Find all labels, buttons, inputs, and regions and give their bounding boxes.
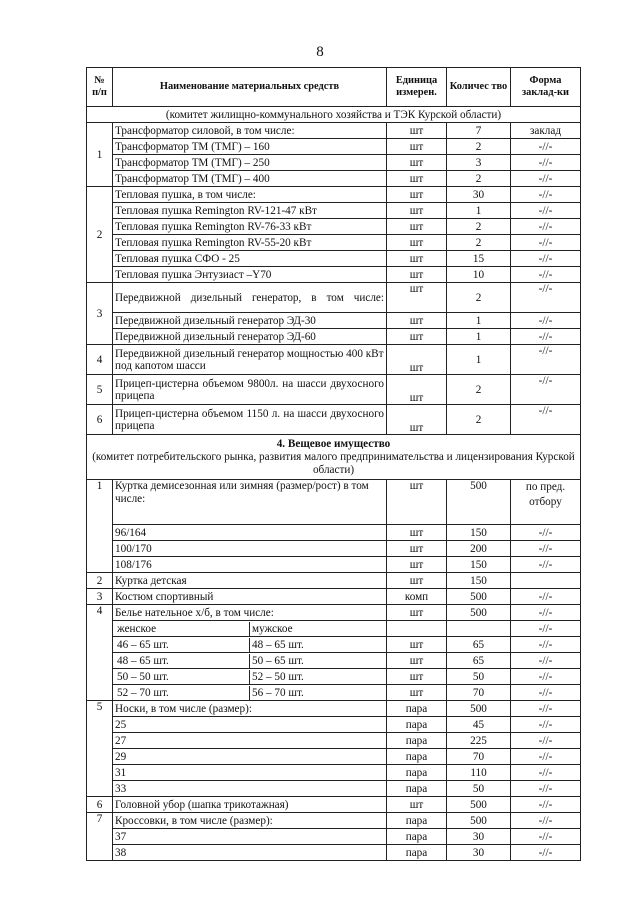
row-num: 2 [87, 573, 113, 589]
table-row [87, 283, 581, 313]
table-row [87, 329, 581, 345]
item-form: -//- [511, 813, 581, 829]
item-unit: шт [387, 203, 447, 219]
item-unit: шт [387, 405, 447, 435]
item-unit: шт [387, 653, 447, 669]
table-row [87, 797, 581, 813]
row-num: 7 [87, 813, 113, 861]
item-unit: шт [387, 375, 447, 405]
item-form: -//- [511, 155, 581, 171]
item-unit: пара [387, 733, 447, 749]
item-name: 31 [113, 765, 387, 781]
item-form: -//- [511, 139, 581, 155]
item-form: -//- [511, 845, 581, 861]
section-title: 4. Вещевое имущество [276, 437, 391, 450]
item-form: -//- [511, 345, 581, 375]
item-name: Трансформатор силовой, в том числе: [113, 123, 387, 139]
item-qty: 2 [447, 235, 511, 251]
item-qty: 110 [447, 765, 511, 781]
table-row [87, 203, 581, 219]
item-qty: 7 [447, 123, 511, 139]
table-row [87, 653, 581, 669]
size-female: 48 – 65 шт. [115, 654, 250, 668]
item-qty: 65 [447, 653, 511, 669]
item-form: -//- [511, 605, 581, 621]
row-num: 5 [87, 701, 113, 797]
table-row [87, 251, 581, 267]
table-row [87, 733, 581, 749]
item-qty: 70 [447, 749, 511, 765]
item-name: Передвижной дизельный генератор мощностью 400 кВт под капотом шасси [113, 345, 387, 375]
item-form: -//- [511, 283, 581, 313]
item-name: 37 [113, 829, 387, 845]
item-name: Трансформатор ТМ (ТМГ) – 160 [113, 139, 387, 155]
item-unit: пара [387, 765, 447, 781]
item-unit: шт [387, 171, 447, 187]
item-qty: 45 [447, 717, 511, 733]
table-row [87, 605, 581, 621]
item-form: -//- [511, 541, 581, 557]
row-num: 3 [87, 589, 113, 605]
item-qty: 30 [447, 845, 511, 861]
item-name: Передвижной дизельный генератор, в том числе: [113, 283, 387, 313]
section-committee: (комитет потребительского рынка, развития малого предпринимательства и лицензирования Курской области) [92, 450, 575, 476]
item-unit: шт [387, 123, 447, 139]
item-unit: пара [387, 717, 447, 733]
item-unit: шт [387, 669, 447, 685]
item-name: Тепловая пушка, в том числе: [113, 187, 387, 203]
size-male: 48 – 65 шт. [252, 638, 304, 651]
item-form: по пред. отбору [511, 480, 581, 525]
sizes-pair [113, 669, 387, 685]
item-qty: 500 [447, 589, 511, 605]
item-unit: шт [387, 797, 447, 813]
item-qty [447, 621, 511, 637]
table-row [87, 845, 581, 861]
item-name: 108/176 [113, 557, 387, 573]
committee-row [87, 107, 581, 123]
item-qty: 2 [447, 283, 511, 313]
item-form: -//- [511, 717, 581, 733]
item-name: Прицеп-цистерна объемом 1150 л. на шасси двухосного прицепа [113, 405, 387, 435]
item-unit: пара [387, 701, 447, 717]
item-qty: 1 [447, 329, 511, 345]
item-qty: 1 [447, 345, 511, 375]
item-qty: 2 [447, 139, 511, 155]
item-qty: 70 [447, 685, 511, 701]
item-unit: шт [387, 313, 447, 329]
item-form: -//- [511, 375, 581, 405]
item-qty: 2 [447, 405, 511, 435]
item-qty: 50 [447, 781, 511, 797]
item-form: -//- [511, 219, 581, 235]
materials-table [86, 67, 581, 861]
row-num: 6 [87, 797, 113, 813]
row-num: 2 [87, 187, 113, 283]
size-female: 46 – 65 шт. [115, 638, 250, 652]
item-name: Тепловая пушка Remington RV-55-20 кВт [113, 235, 387, 251]
table-row [87, 813, 581, 829]
table-row [87, 267, 581, 283]
row-num: 6 [87, 405, 113, 435]
item-unit: шт [387, 139, 447, 155]
item-name: Тепловая пушка Remington RV-76-33 кВт [113, 219, 387, 235]
item-name: 96/164 [113, 525, 387, 541]
table-row [87, 749, 581, 765]
item-qty: 30 [447, 829, 511, 845]
item-name: Прицеп-цистерна объемом 9800л. на шасси двухосного прицепа [113, 375, 387, 405]
committee-text: (комитет жилищно-коммунального хозяйства и ТЭК Курской области) [87, 107, 581, 123]
item-unit: шт [387, 605, 447, 621]
table-row [87, 219, 581, 235]
item-form: -//- [511, 621, 581, 637]
table-row [87, 685, 581, 701]
item-qty: 200 [447, 541, 511, 557]
item-qty: 65 [447, 637, 511, 653]
item-name: 100/170 [113, 541, 387, 557]
table-row [87, 405, 581, 435]
item-form: -//- [511, 525, 581, 541]
item-form [511, 573, 581, 589]
size-male: 52 – 50 шт. [252, 670, 304, 683]
item-form: -//- [511, 765, 581, 781]
header-qty: Количес тво [447, 68, 511, 107]
item-unit: шт [387, 525, 447, 541]
item-name: Трансформатор ТМ (ТМГ) – 250 [113, 155, 387, 171]
item-qty: 30 [447, 187, 511, 203]
row-num: 1 [87, 480, 113, 573]
sizes-pair [113, 653, 387, 669]
item-qty: 150 [447, 573, 511, 589]
item-unit: шт [387, 187, 447, 203]
table-row [87, 541, 581, 557]
row-num: 4 [87, 345, 113, 375]
item-form: -//- [511, 733, 581, 749]
sizes-pair [113, 685, 387, 701]
item-unit: шт [387, 251, 447, 267]
table-row [87, 781, 581, 797]
item-name: Тепловая пушка СФО - 25 [113, 251, 387, 267]
item-qty: 150 [447, 557, 511, 573]
item-qty: 1 [447, 203, 511, 219]
item-name: Кроссовки, в том числе (размер): [113, 813, 387, 829]
item-unit: шт [387, 283, 447, 313]
row-num: 3 [87, 283, 113, 345]
item-unit: шт [387, 267, 447, 283]
sizes-pair [113, 637, 387, 653]
item-form: -//- [511, 669, 581, 685]
item-form: заклад [511, 123, 581, 139]
item-form: -//- [511, 203, 581, 219]
item-qty: 50 [447, 669, 511, 685]
table-header-row [87, 68, 581, 107]
item-name: 29 [113, 749, 387, 765]
table-row [87, 480, 581, 525]
sizes-subheader [113, 621, 387, 637]
table-row [87, 669, 581, 685]
item-qty: 150 [447, 525, 511, 541]
item-qty: 15 [447, 251, 511, 267]
header-num: № п/п [87, 68, 113, 107]
item-name: Тепловая пушка Энтузиаст –Y70 [113, 267, 387, 283]
table-row [87, 345, 581, 375]
item-unit: шт [387, 541, 447, 557]
table-row [87, 139, 581, 155]
section-header-row [87, 435, 581, 480]
item-form: -//- [511, 235, 581, 251]
item-unit: шт [387, 480, 447, 525]
header-unit: Единица измерен. [387, 68, 447, 107]
item-form: -//- [511, 171, 581, 187]
item-qty: 2 [447, 219, 511, 235]
header-name: Наименование материальных средств [113, 68, 387, 107]
sizes-male-label: мужское [252, 622, 293, 635]
item-name: Трансформатор ТМ (ТМГ) – 400 [113, 171, 387, 187]
item-unit: шт [387, 155, 447, 171]
item-form: -//- [511, 187, 581, 203]
item-form: -//- [511, 313, 581, 329]
item-name: 27 [113, 733, 387, 749]
item-name: 38 [113, 845, 387, 861]
table-row [87, 589, 581, 605]
size-female: 52 – 70 шт. [115, 686, 250, 700]
item-form: -//- [511, 405, 581, 435]
item-form: -//- [511, 557, 581, 573]
item-qty: 2 [447, 171, 511, 187]
row-num: 4 [87, 605, 113, 701]
item-form: -//- [511, 797, 581, 813]
item-name: Передвижной дизельный генератор ЭД-60 [113, 329, 387, 345]
item-name: Костюм спортивный [113, 589, 387, 605]
item-qty: 1 [447, 313, 511, 329]
item-unit [387, 621, 447, 637]
item-unit: пара [387, 749, 447, 765]
item-unit: шт [387, 329, 447, 345]
table-row [87, 123, 581, 139]
table-row [87, 637, 581, 653]
table-row [87, 235, 581, 251]
row-num: 1 [87, 123, 113, 187]
item-unit: пара [387, 845, 447, 861]
item-form: -//- [511, 701, 581, 717]
item-unit: шт [387, 573, 447, 589]
table-row [87, 313, 581, 329]
item-unit: пара [387, 829, 447, 845]
item-qty: 225 [447, 733, 511, 749]
item-unit: шт [387, 685, 447, 701]
table-row [87, 573, 581, 589]
table-row [87, 375, 581, 405]
item-qty: 500 [447, 797, 511, 813]
item-form: -//- [511, 251, 581, 267]
table-row [87, 701, 581, 717]
item-name: Носки, в том числе (размер): [113, 701, 387, 717]
item-qty: 3 [447, 155, 511, 171]
sizes-female-label: женское [115, 622, 250, 636]
table-row [87, 621, 581, 637]
table-row [87, 187, 581, 203]
section-header [87, 435, 581, 480]
table-row [87, 557, 581, 573]
item-name: 33 [113, 781, 387, 797]
item-qty: 500 [447, 813, 511, 829]
item-form: -//- [511, 637, 581, 653]
size-male: 56 – 70 шт. [252, 686, 304, 699]
item-form: -//- [511, 829, 581, 845]
item-form: -//- [511, 685, 581, 701]
item-name: Куртка демисезонная или зимняя (размер/рост) в том числе: [113, 480, 387, 525]
table-row [87, 717, 581, 733]
item-name: Передвижной дизельный генератор ЭД-30 [113, 313, 387, 329]
item-name: Куртка детская [113, 573, 387, 589]
item-name: Белье нательное х/б, в том числе: [113, 605, 387, 621]
table-row [87, 765, 581, 781]
item-qty: 10 [447, 267, 511, 283]
table-row [87, 171, 581, 187]
item-name: Головной убор (шапка трикотажная) [113, 797, 387, 813]
item-unit: пара [387, 813, 447, 829]
item-form: -//- [511, 267, 581, 283]
item-unit: комп [387, 589, 447, 605]
table-row [87, 829, 581, 845]
item-qty: 500 [447, 480, 511, 525]
header-form: Форма заклад-ки [511, 68, 581, 107]
item-form: -//- [511, 653, 581, 669]
item-unit: шт [387, 637, 447, 653]
item-unit: шт [387, 235, 447, 251]
item-name: Тепловая пушка Remington RV-121-47 кВт [113, 203, 387, 219]
page-number: 8 [316, 44, 324, 60]
size-female: 50 – 50 шт. [115, 670, 250, 684]
item-name: 25 [113, 717, 387, 733]
size-male: 50 – 65 шт. [252, 654, 304, 667]
item-qty: 500 [447, 605, 511, 621]
table-row [87, 525, 581, 541]
table-row [87, 155, 581, 171]
item-qty: 2 [447, 375, 511, 405]
row-num: 5 [87, 375, 113, 405]
item-unit: шт [387, 345, 447, 375]
item-form: -//- [511, 329, 581, 345]
item-form: -//- [511, 589, 581, 605]
item-unit: пара [387, 781, 447, 797]
item-form: -//- [511, 781, 581, 797]
item-qty: 500 [447, 701, 511, 717]
item-form: -//- [511, 749, 581, 765]
item-unit: шт [387, 219, 447, 235]
item-unit: шт [387, 557, 447, 573]
